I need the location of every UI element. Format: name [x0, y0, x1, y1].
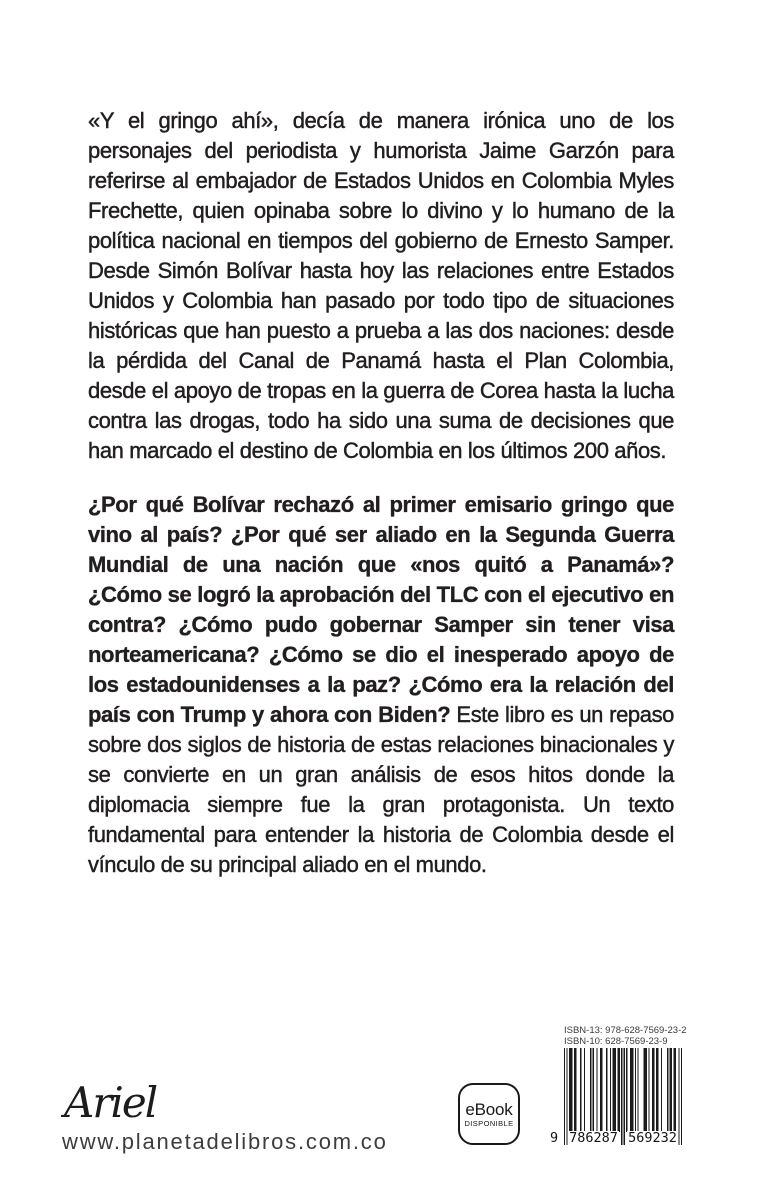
ebook-badge-subtitle: DISPONIBLE [464, 1118, 514, 1128]
synopsis-block [88, 106, 674, 880]
ebook-badge-title: eBook [465, 1099, 513, 1119]
isbn-barcode-block [550, 1025, 687, 1146]
barcode-digit-group2: 569232 [628, 1130, 677, 1146]
isbn13-text: ISBN-13: 978-628-7569-23-2 [564, 1025, 687, 1036]
synopsis-closing-text: Este libro es un repaso sobre dos siglos de historia de estas relaciones binacionales y se convierte en un gran análisis de esos hitos donde la diplomacia siempre fue la gran protagonista. Un texto fundamental para entender la historia de Colombia desde el vínculo de su principal aliado en el mundo. [88, 702, 675, 877]
publisher-logo-ariel: Ariel [64, 1078, 157, 1127]
isbn10-text: ISBN-10: 628-7569-23-9 [564, 1035, 668, 1047]
synopsis-questions-bold: ¿Por qué Bolívar rechazó al primer emisario gringo que vino al país? ¿Por qué ser aliado en la Segunda Guerra Mundial de una nación que «nos quitó a Panamá»? ¿Cómo se logró la aprobación del TLC con el ejecutivo en contra? ¿Cómo pudo gobernar Samper sin tener visa norteamericana? ¿Cómo se dio el inesperado apoyo de los estadounidenses a la paz? ¿Cómo era la relación del país con Trump y ahora con Biden? [88, 492, 674, 727]
barcode-digits [550, 1130, 682, 1147]
synopsis-paragraph-2 [88, 490, 674, 880]
barcode-digit-first: 9 [550, 1130, 559, 1146]
synopsis-paragraph-1: «Y el gringo ahí», decía de manera irónica uno de los personajes del periodista y humorista Jaime Garzón para referirse al embajador de Estados Unidos en Colombia Myles Frechette, quien opinaba sobre lo divino y lo humano de la política nacional en tiempos del gobierno de Ernesto Samper. Desde Simón Bolívar hasta hoy las relaciones entre Estados Unidos y Colombia han pasado por todo tipo de situaciones históricas que han puesto a prueba a las dos naciones: desde la pérdida del Canal de Panamá hasta el Plan Colombia, desde el apoyo de tropas en la guerra de Corea hasta la lucha contra las drogas, todo ha sido una suma de decisiones que han marcado el destino de Colombia en los últimos 200 años. [88, 108, 674, 463]
ebook-available-badge [458, 1083, 520, 1145]
publisher-website: www.planetadelibros.com.co [62, 1129, 388, 1154]
barcode-digit-group1: 786287 [569, 1130, 618, 1146]
